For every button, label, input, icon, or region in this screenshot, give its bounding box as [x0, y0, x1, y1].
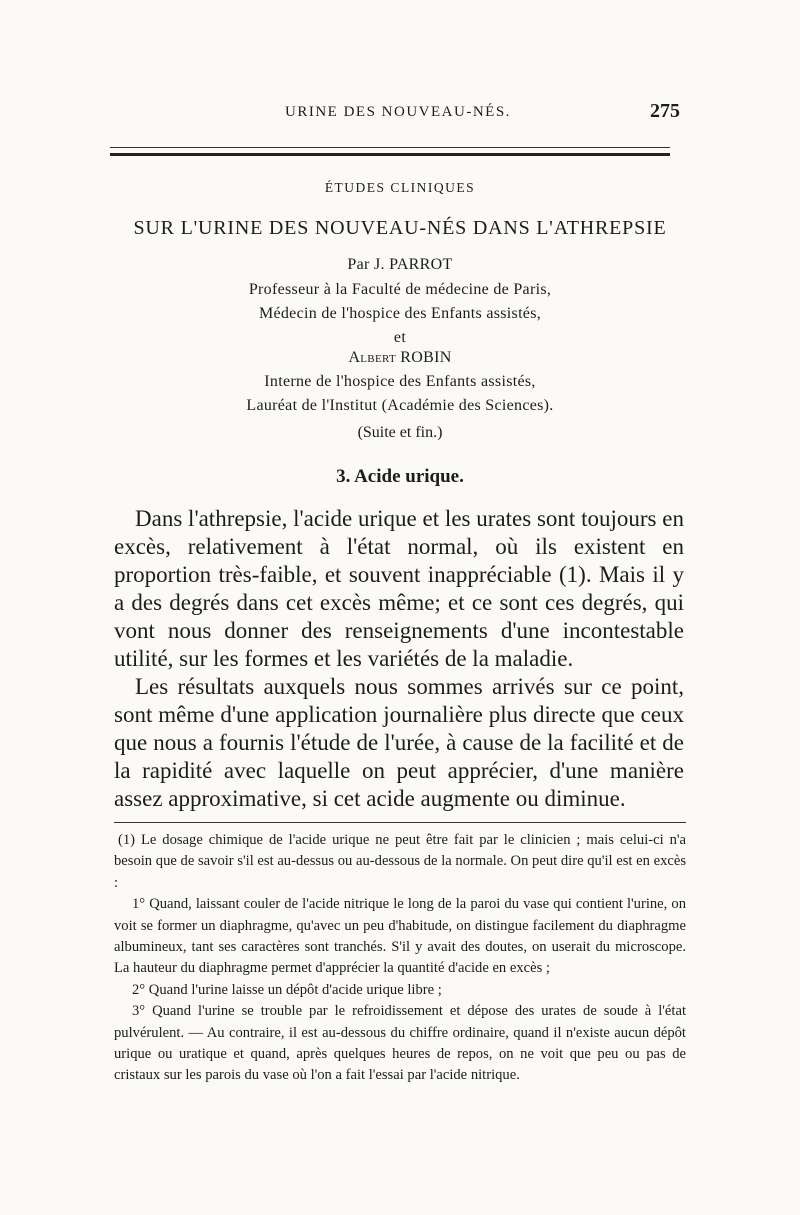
- running-head: [110, 100, 680, 124]
- continued-note: (Suite et fin.): [357, 424, 443, 441]
- footnote-item-3: 3° Quand l'urine se trouble par le refroidissement et dépose des urates de soude à l'état pulvérulent. — Au contraire, il est au-dessous du chiffre ordinaire, quand il n'existe aucun dépôt urique ou uratique et quand, après quelques heures de repos, on ne voit que peu ou pas de cristaux sur les parois du vase où l'on a fait l'essai par l'acide nitrique.: [114, 1003, 686, 1084]
- footnote-item-1: 1° Quand, laissant couler de l'acide nitrique le long de la paroi du vase qui contient l'urine, on voit se former un diaphragme, qu'avec un peu d'habitude, on distingue facilement du diaphragme albumineux, tant ses caractères sont tranchés. S'il y avait des doutes, on userait du microscope. La hauteur du diaphragme permet d'apprécier la quantité d'acide en excès ;: [114, 896, 686, 977]
- page-number: 275: [650, 100, 680, 122]
- author-2-first-name: Albert: [348, 349, 396, 366]
- author-1-role-2: Médecin de l'hospice des Enfants assistés,: [258, 305, 542, 322]
- byline-prefix: Par: [347, 256, 370, 273]
- footnote-item-2: 2° Quand l'urine laisse un dépôt d'acide urique libre ;: [132, 981, 442, 998]
- author-1-role-1: Professeur à la Faculté de médecine de Paris,: [248, 281, 552, 298]
- header-rule: [110, 147, 670, 156]
- paragraph-2: Les résultats auxquels nous sommes arrivés sur ce point, sont même d'une application journalière plus directe que ceux que nous a fournis l'étude de l'urée, à cause de la facilité et de la rapidité avec laquelle on peut apprécier, d'une manière assez approximative, si cet acide augmente ou diminue.: [114, 674, 684, 811]
- author-1-name: J. PARROT: [373, 256, 453, 273]
- author-2: [0, 349, 800, 367]
- footnote-1: (1) Le dosage chimique de l'acide urique ne peut être fait par le clinicien ; mais celui-ci n'a besoin que de savoir s'il est au-dessus ou au-dessous de la normale. On peut dire qu'il est en excès :: [114, 832, 686, 891]
- article-title: SUR L'URINE DES NOUVEAU-NÉS DANS L'ATHREPSIE: [133, 217, 667, 239]
- section-heading: 3. Acide urique.: [336, 466, 464, 487]
- footnote-rule: [114, 822, 686, 823]
- article-kicker: ÉTUDES CLINIQUES: [324, 180, 476, 195]
- footnotes: [114, 830, 686, 1087]
- running-title: URINE DES NOUVEAU-NÉS.: [285, 104, 511, 120]
- author-conjunction: et: [393, 329, 407, 346]
- author-2-role-1: Interne de l'hospice des Enfants assistés,: [264, 373, 536, 390]
- byline: [0, 256, 800, 274]
- body-text: [114, 505, 684, 813]
- author-2-role-2: Lauréat de l'Institut (Académie des Sciences).: [246, 397, 554, 414]
- paragraph-1: Dans l'athrepsie, l'acide urique et les urates sont toujours en excès, relativement à l'état normal, où ils existent en proportion très-faible, et souvent inappréciable (1). Mais il y a des degrés dans cet excès même; et ce sont ces degrés, qui vont nous donner des renseignements d'une incontestable utilité, sur les formes et les variétés de la maladie.: [114, 506, 684, 671]
- author-2-last-name: ROBIN: [400, 349, 452, 366]
